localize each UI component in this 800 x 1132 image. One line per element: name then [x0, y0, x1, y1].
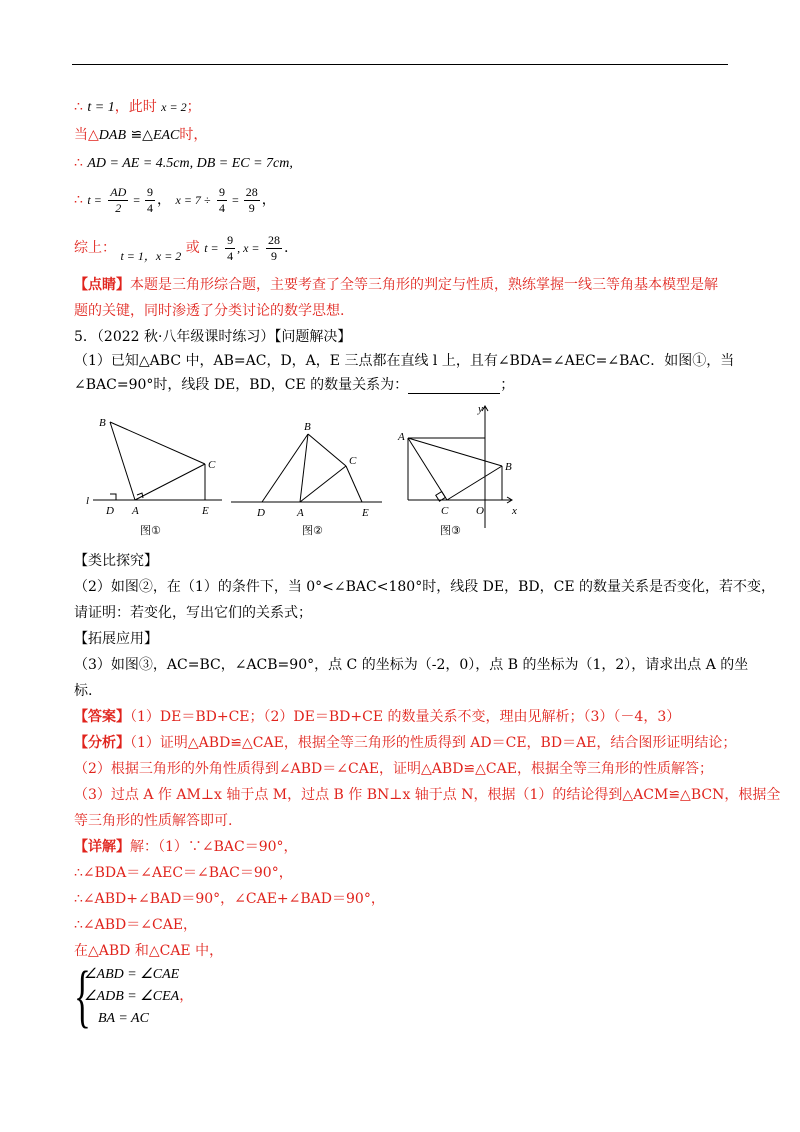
figure-3: [408, 406, 512, 528]
segment-bc: [110, 422, 205, 464]
detail-line-4: ∴∠ABD＝∠CAE，: [74, 917, 198, 933]
text-semicolon: ；: [186, 99, 201, 115]
line-when-congruent: [74, 126, 207, 145]
figures: [0, 398, 800, 548]
detail-line-1: [74, 838, 298, 856]
math-t1: t = 1: [87, 100, 115, 115]
fig1-label-l: l: [86, 495, 90, 507]
therefore-symbol: ∴: [74, 99, 83, 115]
line-t-x-values: ∴ t = $\frac{AD}{2}$ = $\frac{9}{4}$ ， x = 7 ÷ $\frac{9}{4}$ = $\frac{28}{9}$ ，: [74, 184, 276, 215]
fig3-caption: 图③: [440, 524, 461, 537]
answer-line: [74, 708, 680, 726]
math-t: t =: [87, 193, 102, 207]
fig3-label-b: B: [505, 461, 512, 473]
fraction-9-4: $\frac{9}{4}$: [227, 232, 234, 263]
comment-line-1: [74, 276, 718, 294]
question-1-line-2: ∠BAC=90°时，线段 DE，BD，CE 的数量关系为： ；: [74, 377, 515, 393]
left-brace: {: [74, 958, 91, 1035]
fig3-label-o: O: [476, 505, 484, 517]
segment-bd: [110, 422, 135, 500]
line-t-equals-1: [74, 98, 201, 117]
fraction-ad-2: $\frac{AD}{2}$: [110, 184, 127, 215]
detail-line-3: ∴∠ABD+∠BAD＝90°，∠CAE+∠BAD＝90°，: [74, 891, 385, 907]
fig2-label-d: D: [257, 507, 265, 519]
segment-ac: [408, 438, 447, 500]
fraction-28-9: $\frac{28}{9}$: [268, 232, 280, 263]
figure-1: [93, 422, 222, 500]
fig3-label-x: x: [512, 505, 517, 517]
analysis-line-4: 等三角形的性质解答即可.: [74, 813, 233, 829]
question-3-line-1: （3）如图③，AC=BC，∠ACB=90°，点 C 的坐标为（-2，0），点 B 的坐标为（1，2），请求出点 A 的坐: [74, 657, 749, 673]
question-2-line-2: 请证明：若变化，写出它们的关系式；: [74, 605, 312, 621]
segment-ac: [135, 464, 205, 500]
question-2-line-1: （2）如图②，在（1）的条件下，当 0°<∠BAC<180°时，线段 DE，BD，CE 的数量关系是否变化，若不变，: [74, 579, 775, 595]
header-rule: [72, 64, 728, 65]
answer-tag: 【答案】: [74, 709, 130, 725]
problem-title: 5．（2022 秋·八年级课时练习）【问题解决】: [74, 329, 352, 345]
therefore-symbol: ∴: [74, 155, 83, 171]
system-eq-3: BA = AC: [98, 1011, 149, 1026]
segment-ab: [408, 438, 502, 466]
text-when: 当△: [74, 127, 99, 143]
segment-cb: [447, 466, 502, 500]
figure-2: [231, 434, 382, 502]
analog-title: 【类比探究】: [74, 553, 158, 569]
fig1-label-e: E: [202, 505, 209, 517]
therefore-symbol: ∴: [74, 192, 83, 208]
text-summary: 综上：: [74, 240, 116, 256]
fig1-label-c: C: [208, 459, 216, 471]
analysis-tag: 【分析】: [74, 735, 130, 751]
fig2-caption: 图②: [302, 524, 323, 537]
fig2-label-c: C: [349, 455, 357, 467]
line-lengths: [74, 154, 293, 173]
math-eac: EAC: [152, 128, 180, 143]
segment-ac: [300, 466, 346, 502]
right-angle-d: [110, 494, 116, 500]
comment-tag: 【点睛】: [74, 277, 130, 293]
math-x2: x = 2: [161, 100, 187, 114]
text-time: 时，: [179, 127, 208, 143]
fig3-label-y: y: [478, 403, 483, 415]
text-congruent: ≌△: [126, 127, 153, 143]
system-eq-2: ∠ADB = ∠CEA，: [84, 989, 194, 1004]
fraction-28-9: $\frac{28}{9}$: [245, 184, 258, 215]
detail-tag: 【详解】: [74, 839, 130, 855]
extension-title: 【拓展应用】: [74, 631, 158, 647]
fig1-caption: 图①: [140, 524, 161, 537]
analysis-text: （1）证明△ABD≌△CAE，根据全等三角形的性质得到 AD＝CE，BD＝AE，结合图形证明结论；: [130, 735, 737, 751]
math-t1-x2: t = 1，x = 2: [120, 249, 182, 263]
segment-bc: [308, 434, 346, 466]
fig2-label-e: E: [362, 507, 369, 519]
comment-text: 本题是三角形综合题，主要考查了全等三角形的判定与性质，熟练掌握一线三等角基本模型是解: [130, 277, 718, 293]
detail-line-5: 在△ABD 和△CAE 中，: [74, 943, 224, 959]
fig1-label-d: D: [106, 505, 114, 517]
fig1-label-a: A: [132, 505, 139, 517]
fig2-label-b: B: [304, 421, 311, 433]
answer-text: （1）DE＝BD+CE；（2）DE＝BD+CE 的数量关系不变，理由见解析；（3）（－4，3）: [130, 709, 681, 725]
question-3-line-2: 标.: [74, 683, 93, 699]
analysis-line-1: [74, 734, 736, 752]
fraction-9-4: $\frac{9}{4}$: [218, 184, 225, 215]
segment-ce: [346, 466, 362, 502]
line-summary: 综上： t = 1，x = 2 或 t = $\frac{9}{4}$ , x = $\frac{28}{9}$ .: [74, 232, 289, 263]
fig2-label-a: A: [297, 507, 304, 519]
fig1-label-b: B: [99, 417, 106, 429]
detail-text: 解：（1）∵∠BAC＝90°，: [130, 839, 298, 855]
math-dab: DAB: [98, 128, 126, 143]
analysis-line-3: （3）过点 A 作 AM⊥x 轴于点 M，过点 B 作 BN⊥x 轴于点 N，根据（1）的结论得到△ACM≌△BCN，根据全: [74, 787, 781, 803]
math-x: x = 7 ÷: [175, 193, 211, 207]
fraction-9-4: $\frac{9}{4}$: [147, 184, 154, 215]
answer-blank[interactable]: [408, 379, 500, 394]
system-eq-1: ∠ABD = ∠CAE: [84, 967, 180, 982]
analysis-line-2: （2）根据三角形的外角性质得到∠ABD＝∠CAE，证明△ABD≌△CAE，根据全等三角形的性质解答；: [74, 761, 713, 777]
detail-line-2: ∴∠BDA＝∠AEC＝∠BAC＝90°，: [74, 865, 293, 881]
question-1-line-1: （1）已知△ABC 中，AB=AC，D，A，E 三点都在直线 l 上，且有∠BDA=∠AEC=∠BAC．如图①，当: [74, 353, 735, 369]
text-then: ，此时: [114, 99, 162, 115]
text-or: 或: [181, 240, 205, 256]
comment-line-2: 题的关键，同时渗透了分类讨论的数学思想.: [74, 303, 345, 319]
math-lengths: AD = AE = 4.5cm, DB = EC = 7cm,: [87, 156, 293, 171]
fig3-label-a: A: [398, 431, 405, 443]
fig3-label-c: C: [441, 505, 449, 517]
